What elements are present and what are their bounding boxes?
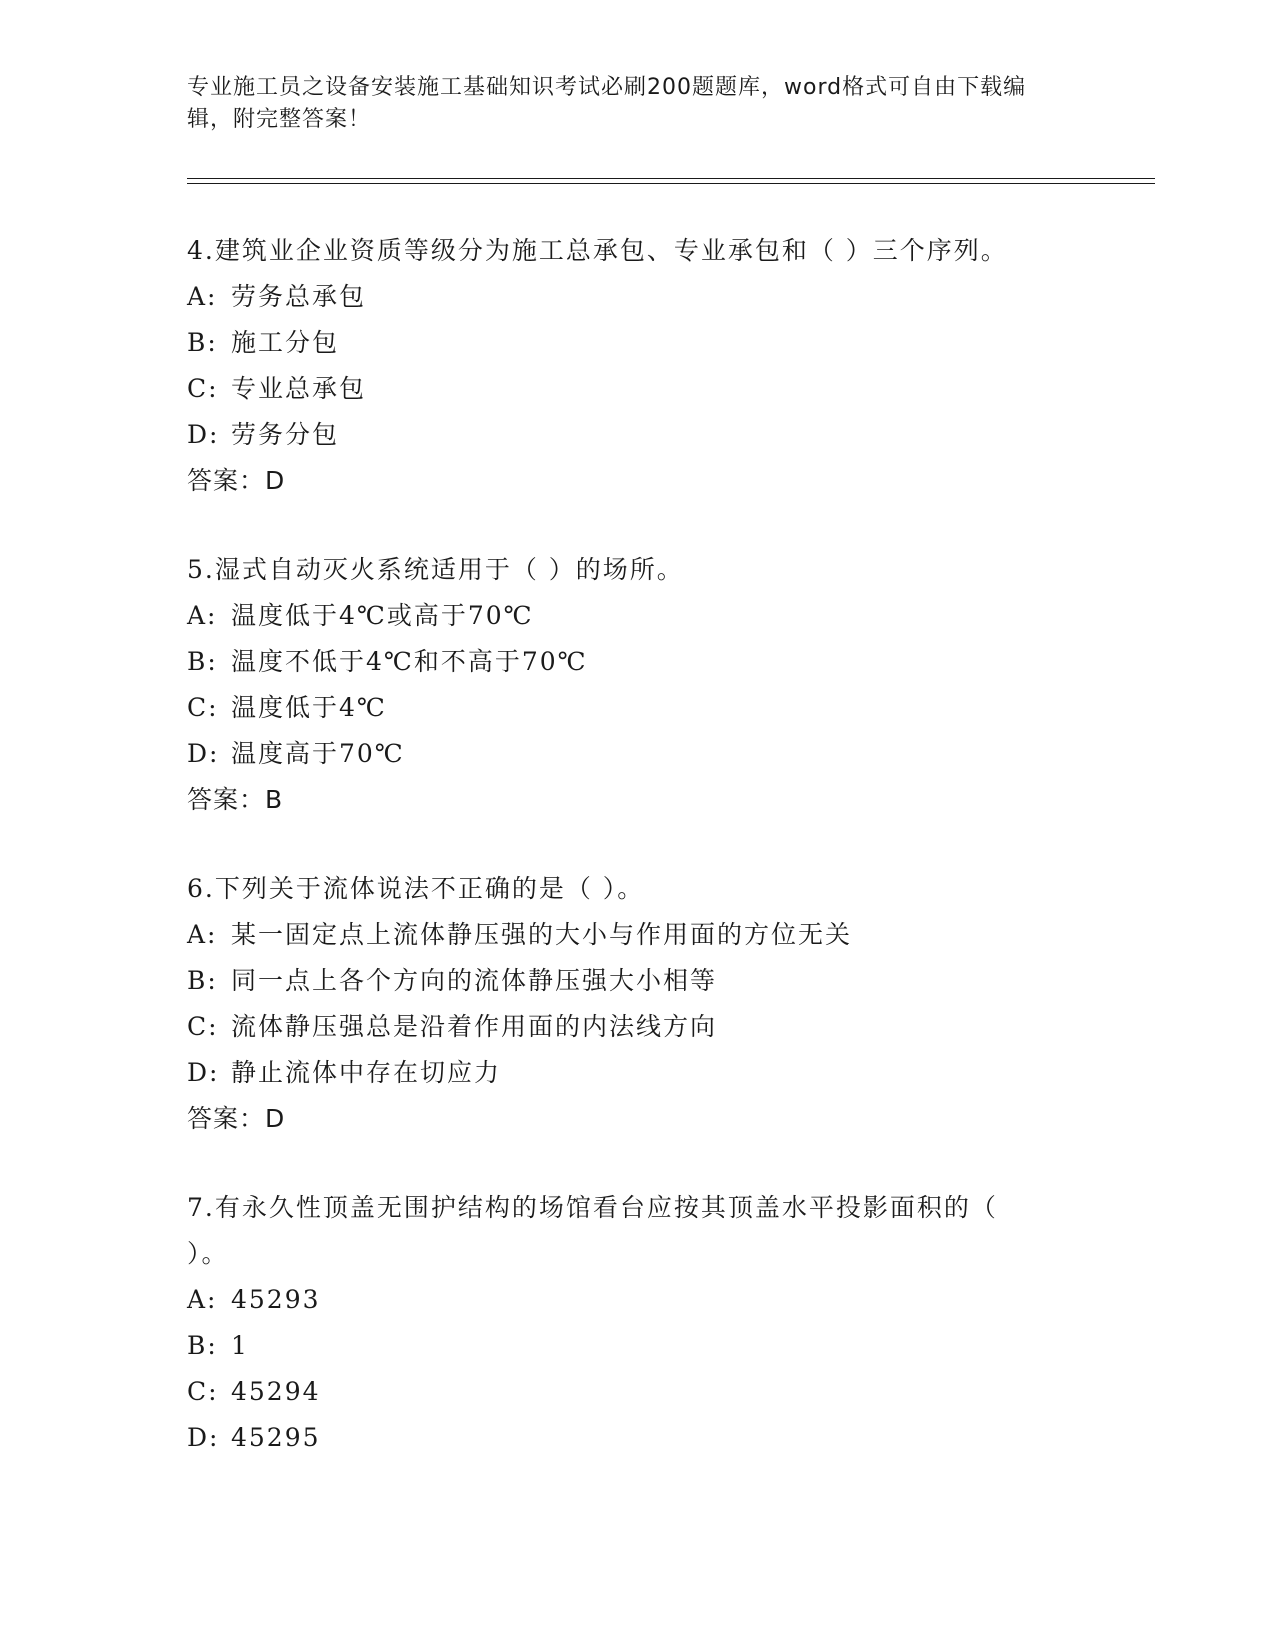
option-letter: D: <box>187 1058 220 1087</box>
option-d <box>187 412 1087 458</box>
option-c <box>187 1369 1047 1415</box>
option-a <box>187 1277 1047 1323</box>
option-letter: C: <box>187 1012 219 1041</box>
question-stem: 7.有永久性顶盖无围护结构的场馆看台应按其顶盖水平投影面积的（ ）。 <box>187 1193 998 1268</box>
question-stem: 6.下列关于流体说法不正确的是（ ）。 <box>187 874 645 903</box>
option-text: 专业总承包 <box>231 374 367 403</box>
option-b <box>187 958 1087 1004</box>
option-text: 温度低于4℃或高于70℃ <box>231 601 534 630</box>
question-7 <box>187 1185 1047 1461</box>
option-b <box>187 1323 1047 1369</box>
question-4 <box>187 228 1087 504</box>
option-text: 劳务分包 <box>231 420 340 449</box>
option-text: 温度不低于4℃和不高于70℃ <box>231 647 588 676</box>
option-text: 45295 <box>231 1423 321 1452</box>
question-stem: 5.湿式自动灭火系统适用于（ ）的场所。 <box>187 555 684 584</box>
option-a <box>187 274 1087 320</box>
option-letter: D: <box>187 420 220 449</box>
option-c <box>187 1004 1087 1050</box>
header-divider-line <box>187 178 1155 179</box>
option-letter: A: <box>187 920 218 949</box>
document-header: 专业施工员之设备安装施工基础知识考试必刷200题题库，word格式可自由下载编辑，附完整答案！ <box>187 75 1027 132</box>
answer-line: 答案：B <box>187 785 284 814</box>
answer-line: 答案：D <box>187 466 286 495</box>
option-letter: B: <box>187 1331 218 1360</box>
question-5 <box>187 547 1087 823</box>
option-text: 温度高于70℃ <box>231 739 405 768</box>
option-d <box>187 1050 1087 1096</box>
option-text: 45293 <box>231 1285 321 1314</box>
option-d <box>187 1415 1047 1461</box>
option-c <box>187 685 1087 731</box>
option-letter: D: <box>187 739 220 768</box>
option-text: 流体静压强总是沿着作用面的内法线方向 <box>231 1012 718 1041</box>
question-stem: 4.建筑业企业资质等级分为施工总承包、专业承包和（ ）三个序列。 <box>187 236 1008 265</box>
option-text: 45294 <box>231 1377 321 1406</box>
option-letter: A: <box>187 601 218 630</box>
option-text: 温度低于4℃ <box>231 693 387 722</box>
option-text: 劳务总承包 <box>231 282 367 311</box>
option-text: 某一固定点上流体静压强的大小与作用面的方位无关 <box>231 920 853 949</box>
option-letter: D: <box>187 1423 220 1452</box>
option-d <box>187 731 1087 777</box>
option-letter: C: <box>187 693 219 722</box>
answer-line: 答案：D <box>187 1104 286 1133</box>
option-text: 静止流体中存在切应力 <box>231 1058 502 1087</box>
option-letter: B: <box>187 647 218 676</box>
option-text: 同一点上各个方向的流体静压强大小相等 <box>231 966 718 995</box>
option-letter: B: <box>187 328 218 357</box>
option-a <box>187 593 1087 639</box>
option-letter: B: <box>187 966 218 995</box>
option-b <box>187 320 1087 366</box>
header-divider-line-secondary <box>187 183 1155 184</box>
option-text: 施工分包 <box>231 328 340 357</box>
option-letter: A: <box>187 282 218 311</box>
option-a <box>187 912 1087 958</box>
option-letter: C: <box>187 374 219 403</box>
option-b <box>187 639 1087 685</box>
option-text: 1 <box>231 1331 249 1360</box>
option-c <box>187 366 1087 412</box>
question-6 <box>187 866 1087 1142</box>
option-letter: C: <box>187 1377 219 1406</box>
option-letter: A: <box>187 1285 218 1314</box>
